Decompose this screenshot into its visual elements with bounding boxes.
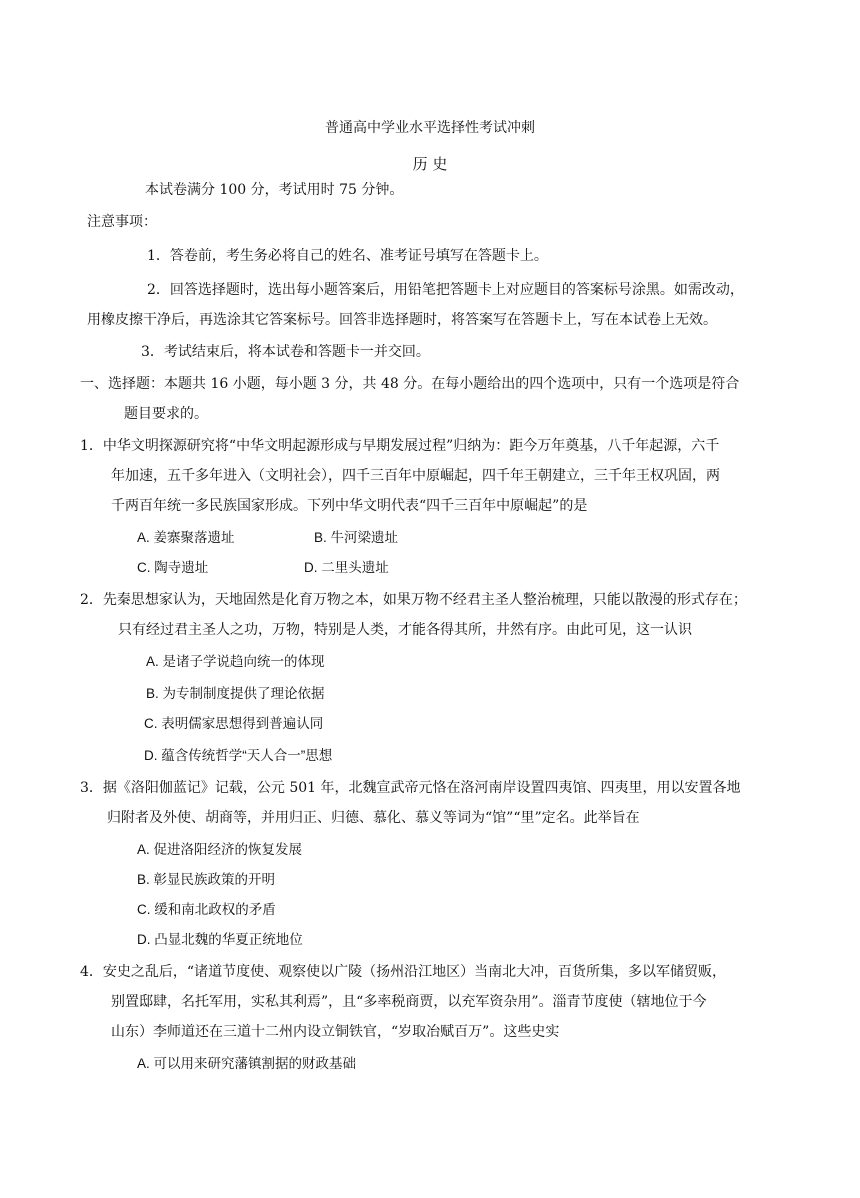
question-1-option-c: C. 陶寺遗址 (137, 560, 209, 575)
exam-info: 本试卷满分 100 分，考试用时 75 分钟。 (145, 182, 404, 198)
question-1-option-d: D. 二里头遗址 (304, 560, 389, 575)
note-item-3: 3．考试结束后，将本试卷和答题卡一并交回。 (141, 344, 430, 360)
question-3-line-1: 3．据《洛阳伽蓝记》记载，公元 501 年，北魏宣武帝元恪在洛河南岸设置四夷馆、四夷里，用以安置各地 (80, 780, 741, 796)
question-3-option-a: A. 促进洛阳经济的恢复发展 (137, 842, 303, 857)
question-4-line-2: 别置邸肆，名托军用，实私其利焉”，且“多率税商贾，以充军资杂用”。淄青节度使（辖地位于今 (111, 994, 707, 1010)
question-3-line-2: 归附者及外使、胡商等，并用归正、归德、慕化、慕义等词为“馆”“里”定名。此举旨在 (107, 810, 640, 826)
question-1-line-1: 1．中华文明探源研究将“中华文明起源形成与早期发展过程”归纳为：距今万年奠基，八千年起源，六千 (80, 438, 720, 454)
question-3-option-b: B. 彰显民族政策的开明 (137, 872, 276, 887)
question-3-option-c: C. 缓和南北政权的矛盾 (137, 902, 276, 917)
section-heading-line-2: 题目要求的。 (124, 406, 208, 422)
question-2-line-2: 只有经过君主圣人之功，万物，特别是人类，才能各得其所，井然有序。由此可见，这一认识 (118, 622, 692, 638)
question-2-line-1: 2．先秦思想家认为，天地固然是化育万物之本，如果万物不经君主圣人整治梳理，只能以散漫的形式存在； (80, 592, 747, 608)
note-item-1: 1．答卷前，考生务必将自己的姓名、准考证号填写在答题卡上。 (147, 248, 548, 264)
question-2-option-d: D. 蕴含传统哲学“天人合一”思想 (144, 748, 333, 763)
note-item-2-line-2: 用橡皮擦干净后，再选涂其它答案标号。回答非选择题时，将答案写在答题卡上，写在本试卷上无效。 (87, 312, 717, 328)
exam-title: 普通高中学业水平选择性考试冲刺 (325, 120, 535, 136)
question-3-option-d: D. 凸显北魏的华夏正统地位 (137, 932, 303, 947)
question-1-line-3: 千两百年统一多民族国家形成。下列中华文明代表“四千三百年中原崛起”的是 (111, 498, 588, 514)
question-1-option-b: B. 牛河梁遗址 (314, 530, 399, 545)
question-1-line-2: 年加速，五千多年进入（文明社会），四千三百年中原崛起，四千年王朝建立，三千年王权巩固，两 (111, 468, 720, 484)
section-heading-line-1: 一、选择题：本题共 16 小题，每小题 3 分，共 48 分。在每小题给出的四个选项中，只有一个选项是符合 (80, 376, 740, 392)
question-4-option-a: A. 可以用来研究藩镇割据的财政基础 (137, 1056, 357, 1071)
question-4-line-1: 4．安史之乱后，“诸道节度使、观察使以广陵（扬州沿江地区）当南北大冲，百货所集，多以军储贸贩， (80, 964, 727, 980)
question-2-option-a: A. 是诸子学说趋向统一的体现 (146, 654, 325, 669)
question-2-option-b: B. 为专制制度提供了理论依据 (146, 686, 325, 701)
notes-heading: 注意事项： (87, 214, 157, 230)
question-2-option-c: C. 表明儒家思想得到普遍认同 (144, 716, 324, 731)
note-item-2-line-1: 2．回答选择题时，选出每小题答案后，用铅笔把答题卡上对应题目的答案标号涂黑。如需改动， (147, 282, 744, 298)
question-1-option-a: A. 姜寨聚落遗址 (137, 530, 235, 545)
question-4-line-3: 山东）李师道还在三道十二州内设立铜铁官，“岁取冶赋百万”。这些史实 (111, 1024, 560, 1040)
subject-title: 历 史 (412, 155, 448, 173)
